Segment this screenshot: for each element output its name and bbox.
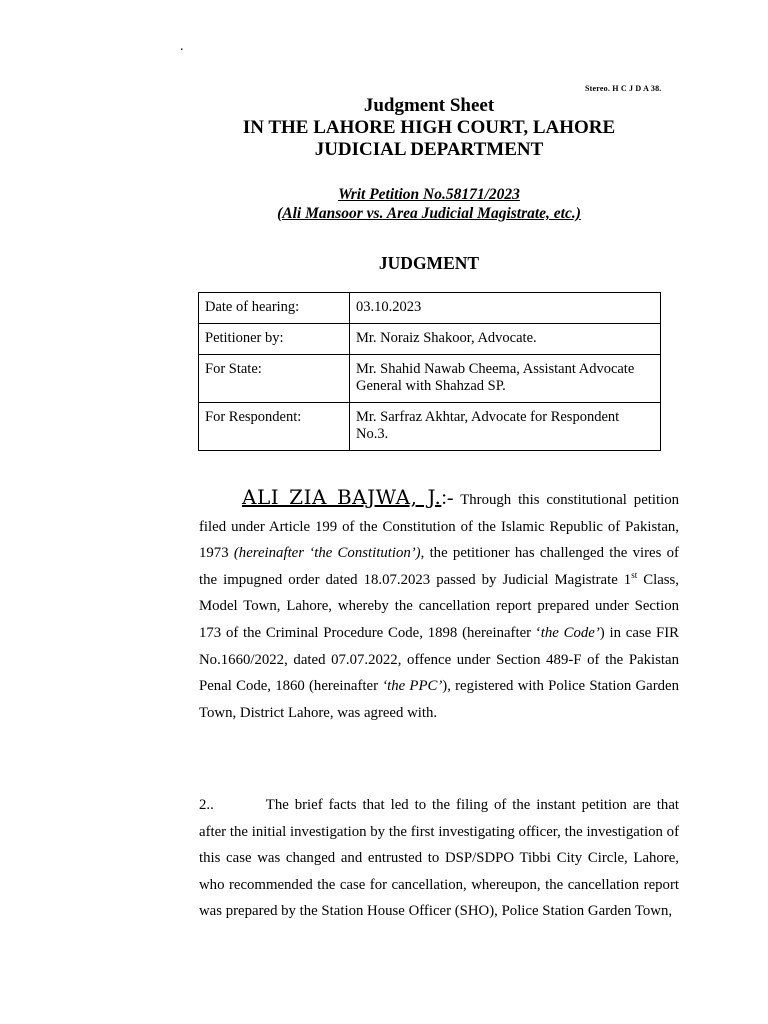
petition-number: Writ Petition No.58171/2023 xyxy=(338,186,520,203)
row-label: Petitioner by: xyxy=(199,324,350,355)
para1-text-1: Through this constitutional petition filed under Article 199 of the Constitution of the Islamic Republic of Pakistan, 1973 xyxy=(199,492,679,562)
row-value: Mr. Shahid Nawab Cheema, Assistant Advocate General with Shahzad SP. xyxy=(350,355,661,403)
para1-text-4: ) in case FIR No.1660/2022, dated 07.07.2022, offence under Section 489-F of the Pakistan Penal Code, 1860 (hereinafter xyxy=(199,624,679,695)
row-value: Mr. Sarfraz Akhtar, Advocate for Respondent No.3. xyxy=(350,403,661,451)
heading-court-name: IN THE LAHORE HIGH COURT, LAHORE xyxy=(242,117,616,138)
table-row xyxy=(199,324,661,355)
row-label: Date of hearing: xyxy=(199,293,350,324)
row-value: Mr. Noraiz Shakoor, Advocate. xyxy=(350,324,661,355)
para1-superscript: st xyxy=(631,569,638,580)
judgment-title: JUDGMENT xyxy=(378,253,480,273)
para2-number: 2.. xyxy=(199,797,214,813)
table-row xyxy=(199,355,661,403)
judge-suffix: :- xyxy=(441,487,454,509)
heading-judgment-sheet: Judgment Sheet xyxy=(363,95,495,116)
para1-italic-1: (hereinafter ‘the Constitution’) xyxy=(233,545,421,562)
para1-text-3: Class, Model Town, Lahore, whereby the cancellation report prepared under Section 173 of the Criminal Procedure Code, 1898 (hereinafter ‘ xyxy=(199,571,679,641)
row-value: 03.10.2023 xyxy=(350,293,661,324)
para2-text: The brief facts that led to the filing of the instant petition are that after the initial investigation by the first investigating officer, the investigation of this case was changed and entrusted to DSP/SDPO Tibbi City Circle, Lahore, who recommended the case for cancellation, whereupon, the cancellation report was prepared by the Station House Officer (SHO), Police Station Garden Town, xyxy=(199,797,679,920)
para1-text-5: ), registered with Police Station Garden Town, District Lahore, was agreed with. xyxy=(199,678,679,721)
para1-italic-2: the Code’ xyxy=(540,624,600,641)
row-label: For State: xyxy=(199,355,350,403)
row-label: For Respondent: xyxy=(199,403,350,451)
paragraph-1 xyxy=(199,484,679,726)
heading-department: JUDICIAL DEPARTMENT xyxy=(314,139,544,160)
judge-name: ALI ZIA BAJWA, J. xyxy=(242,485,442,509)
table-row xyxy=(199,403,661,451)
page-marker: . xyxy=(180,39,184,54)
para1-text-2: , the petitioner has challenged the vires of the impugned order dated 18.07.2023 passed by Judicial Magistrate 1 xyxy=(199,545,679,588)
paragraph-2 xyxy=(199,792,679,925)
table-row xyxy=(199,293,661,324)
hearing-info-table xyxy=(198,292,661,451)
stereo-reference: Stereo. H C J D A 38. xyxy=(585,84,662,93)
petition-parties: (Ali Mansoor vs. Area Judicial Magistrate, etc.) xyxy=(277,205,581,222)
para1-italic-3: ‘the PPC’ xyxy=(382,678,443,695)
